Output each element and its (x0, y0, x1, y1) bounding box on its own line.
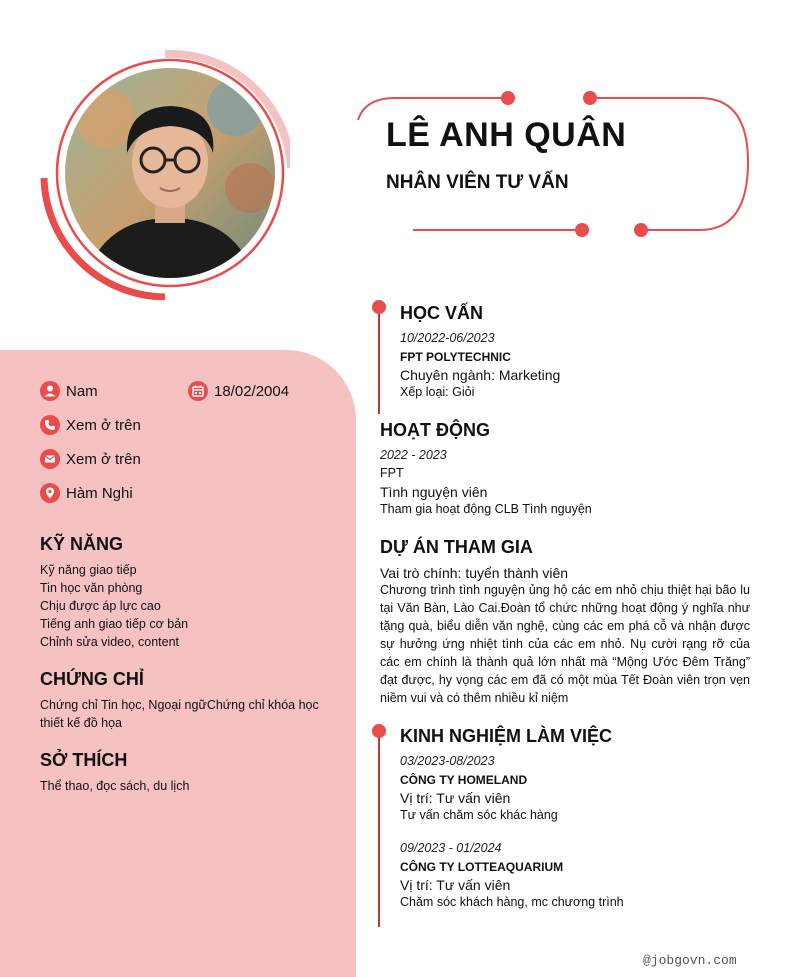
activities-date: 2022 - 2023 (380, 448, 447, 462)
job-role: Vị trí: Tư vấn viên (400, 790, 511, 806)
address-value: Hàm Nghi (66, 484, 133, 502)
timeline-dot (372, 724, 386, 738)
email-value[interactable]: Xem ở trên (66, 450, 141, 468)
list-item: Tin học văn phòng (40, 581, 143, 595)
portrait-illustration (65, 68, 275, 278)
job-date: 09/2023 - 01/2024 (400, 841, 502, 855)
timeline-line (378, 731, 380, 927)
profile-photo (65, 68, 275, 278)
hobbies-heading: SỞ THÍCH (40, 750, 128, 770)
contact-phone (40, 415, 141, 435)
job-date: 03/2023-08/2023 (400, 754, 495, 768)
calendar-icon (188, 381, 208, 401)
activities-desc: Tham gia hoạt động CLB Tình nguyện (380, 502, 592, 516)
contact-gender (40, 381, 98, 401)
certificates-text (40, 696, 319, 732)
phone-icon (40, 415, 60, 435)
experience-heading: KINH NGHIỆM LÀM VIỆC (400, 726, 613, 746)
location-icon (40, 483, 60, 503)
contact-birthday (188, 381, 289, 401)
hobbies-text: Thể thao, đọc sách, du lịch (40, 779, 190, 793)
job-desc: Tư vấn chăm sóc khác hàng (400, 808, 558, 822)
candidate-position: NHÂN VIÊN TƯ VẤN (386, 172, 569, 193)
list-item: Tiếng anh giao tiếp cơ bản (40, 617, 189, 631)
gender-value: Nam (66, 382, 98, 400)
list-item: Chỉnh sửa video, content (40, 635, 180, 649)
job-company: CÔNG TY HOMELAND (400, 773, 528, 787)
job-company: CÔNG TY LOTTEAQUARIUM (400, 860, 564, 874)
person-icon (40, 381, 60, 401)
projects-role: Vai trò chính: tuyển thành viên (380, 565, 569, 581)
projects-desc: Chương trình tình nguyện ủng hộ các em nhỏ chịu thiệt hại bão lu tại Văn Bàn, Lào Cai.Đoàn tổ chức những hoạt động ý nghĩa như tặng quà, biểu diễn văn nghệ, cùng các em phá cỗ và nhận được sự hưởng ứng nhiệt tình của các em nhỏ. Nụ cười rạng rỡ của các em chính là thành quả lớn nhất mà “Mộng Ước Đêm Trăng” đạt được, hy vọng các em đã có một mùa Tết Đoàn viên trọn vẹn niềm vui và có thêm nhiều kỉ niệm (380, 583, 750, 705)
contact-email (40, 449, 141, 469)
education-grade: Xếp loại: Giỏi (400, 385, 475, 399)
education-heading: HỌC VẤN (400, 303, 484, 323)
job-role: Vị trí: Tư vấn viên (400, 877, 511, 893)
certificates-line: thiết kế đồ họa (40, 716, 123, 730)
name-frame (355, 90, 755, 240)
contact-address (40, 483, 133, 503)
activities-role: Tình nguyện viên (380, 484, 488, 500)
certificates-heading: CHỨNG CHỈ (40, 669, 144, 689)
watermark: @jobgovn.com (643, 953, 737, 968)
list-item: Chịu được áp lực cao (40, 599, 161, 613)
skills-list (40, 561, 188, 651)
job-desc: Chăm sóc khách hàng, mc chương trình (400, 895, 624, 909)
phone-value[interactable]: Xem ở trên (66, 416, 141, 434)
timeline-line (378, 306, 380, 414)
mail-icon (40, 449, 60, 469)
profile-photo-frame (40, 50, 290, 300)
list-item: Kỹ năng giao tiếp (40, 563, 137, 577)
education-school: FPT POLYTECHNIC (400, 350, 511, 364)
left-panel (0, 350, 356, 977)
birthday-value: 18/02/2004 (214, 382, 290, 400)
timeline-dot (372, 300, 386, 314)
activities-heading: HOẠT ĐỘNG (380, 420, 490, 440)
certificates-line: Chứng chỉ Tin học, Ngoại ngữChứng chỉ khóa học (40, 698, 319, 712)
skills-heading: KỸ NĂNG (40, 534, 124, 554)
education-major: Chuyên ngành: Marketing (400, 367, 561, 383)
education-date: 10/2022-06/2023 (400, 331, 495, 345)
activities-org: FPT (380, 466, 404, 480)
candidate-name: LÊ ANH QUÂN (386, 116, 627, 154)
projects-heading: DỰ ÁN THAM GIA (380, 537, 533, 557)
